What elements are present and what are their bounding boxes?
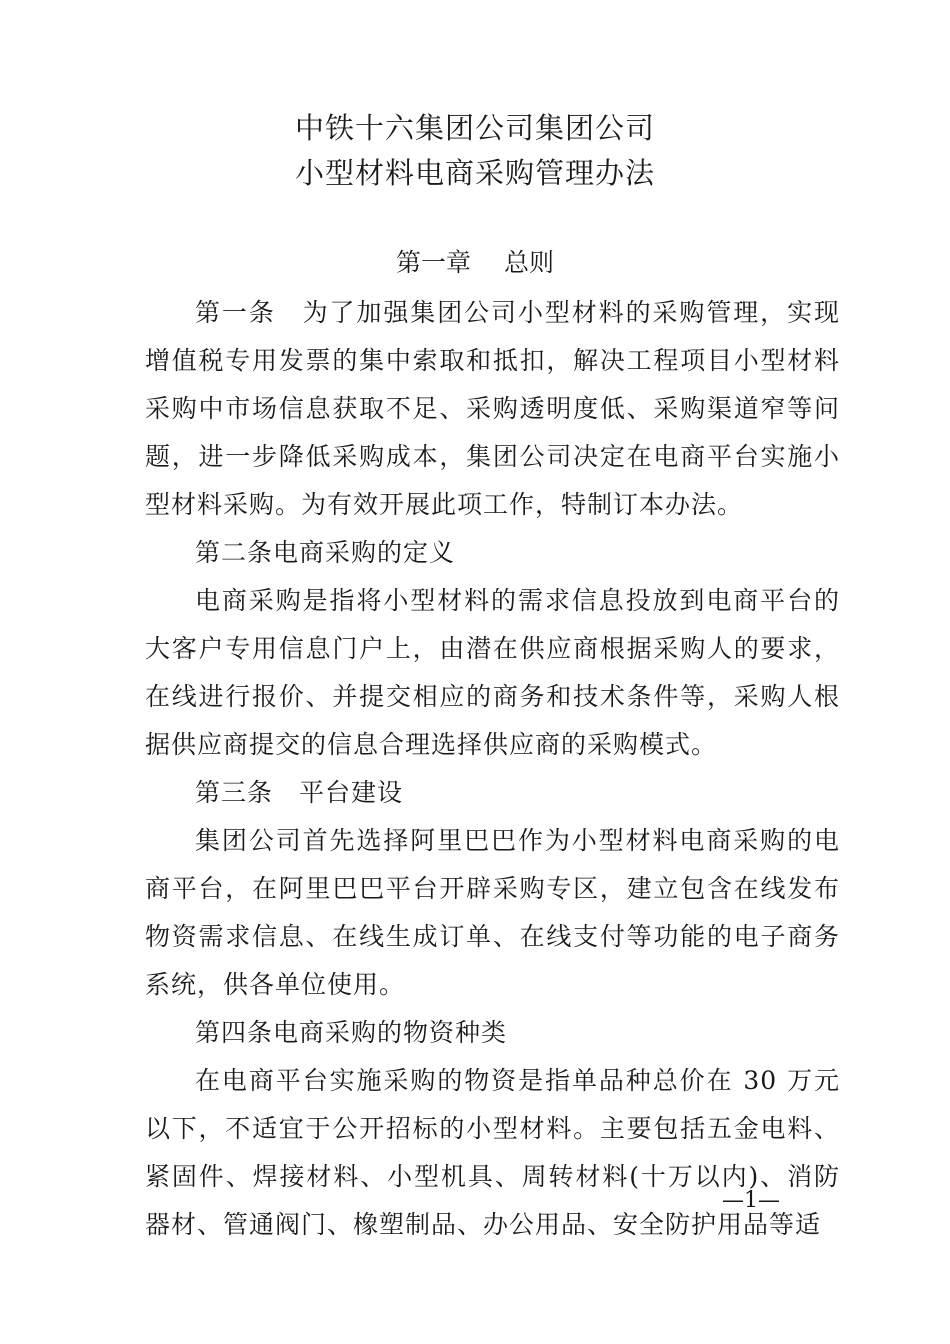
article-2-paragraph: 电商采购是指将小型材料的需求信息投放到电商平台的大客户专用信息门户上，由潜在供应商根据采购人的要求，在线进行报价、并提交相应的商务和技术条件等，采购人根据供应商提交的信息合理选择供应商的采购模式。	[145, 586, 840, 759]
document-title-line-1: 中铁十六集团公司集团公司	[294, 111, 655, 145]
page-number: —1—	[722, 1188, 780, 1213]
article-3-heading: 第三条 平台建设	[195, 778, 404, 807]
article-4-heading: 第四条电商采购的物资种类	[195, 1018, 508, 1047]
chapter-heading: 第一章 总则	[396, 248, 554, 277]
document-body	[145, 289, 840, 1249]
article-3-paragraph: 集团公司首先选择阿里巴巴作为小型材料电商采购的电商平台，在阿里巴巴平台开辟采购专区，建立包含在线发布物资需求信息、在线生成订单、在线支付等功能的电子商务系统，供各单位使用。	[145, 826, 840, 999]
article-1-paragraph: 第一条 为了加强集团公司小型材料的采购管理，实现增值税专用发票的集中索取和抵扣，解决工程项目小型材料采购中市场信息获取不足、采购透明度低、采购渠道窄等问题，进一步降低采购成本，集团公司决定在电商平台实施小型材料采购。为有效开展此项工作，特制订本办法。	[145, 298, 840, 519]
article-4-paragraph: 在电商平台实施采购的物资是指单品种总价在 30 万元以下，不适宜于公开招标的小型材料。主要包括五金电料、紧固件、焊接材料、小型机具、周转材料(十万以内)、消防器材、管通阀门、橡塑制品、办公用品、安全防护用品等适	[145, 1066, 840, 1239]
document-title-line-2: 小型材料电商采购管理办法	[294, 156, 655, 190]
article-2-heading: 第二条电商采购的定义	[195, 538, 456, 567]
